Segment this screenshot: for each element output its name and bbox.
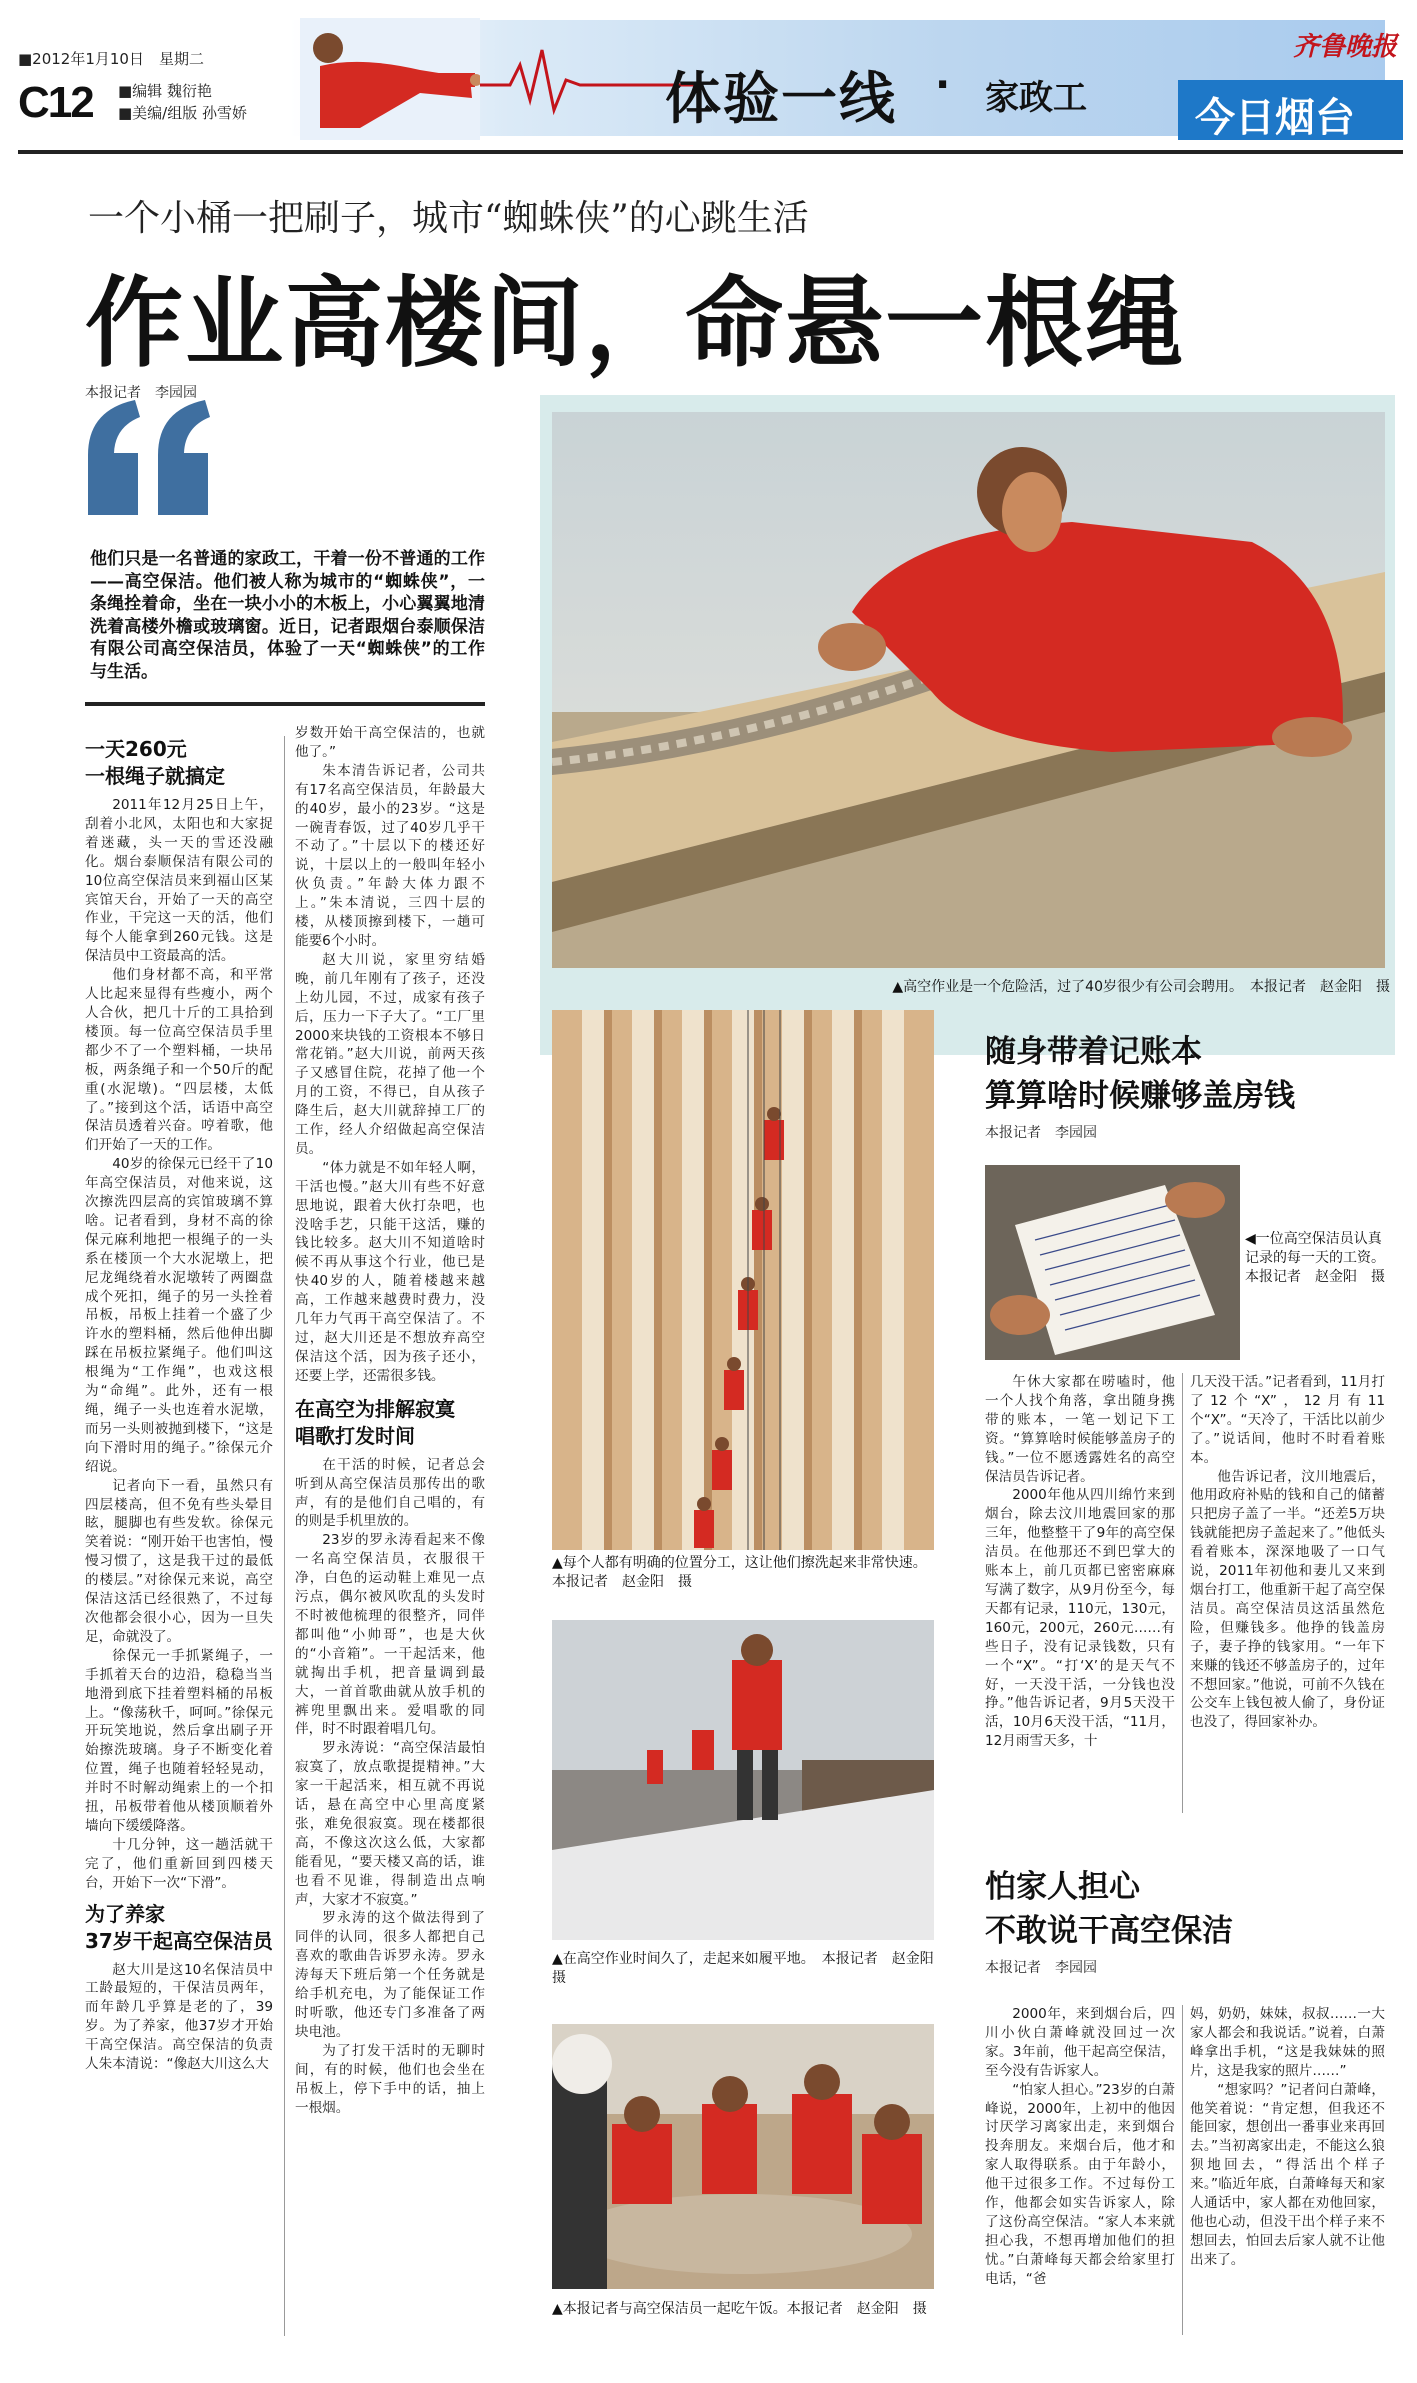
section-subtitle: 家政工 bbox=[985, 78, 1087, 118]
article-lead: 他们只是一名普通的家政工，干着一份不普通的工作——高空保洁。他们被人称为城市的“蜘蛛侠”，一条绳拴着命，坐在一块小小的木板上，小心翼翼地清洗着高楼外檐或玻璃窗。近日，记者跟烟台泰顺保洁有限公司高空保洁员，体验了一天“蜘蛛侠”的工作与生活。 bbox=[90, 549, 485, 682]
section1-heading-line2: 一根绳子就搞定 bbox=[85, 764, 225, 788]
paragraph: 记者向下一看，虽然只有四层楼高，但不免有些头晕目眩，腿脚也有些发软。徐保元笑着说：“刚开始干也害怕，慢慢习惯了，这是我干过的最低的楼层。”对徐保元来说，高空保洁这活已经很熟了，不过每次他都会很小心，因为一旦失足，命就没了。 bbox=[85, 1477, 273, 1645]
editor-name: ■编辑 魏衍艳 bbox=[118, 82, 212, 100]
photo5-caption: ◀一位高空保洁员认真记录的每一天的工资。本报记者 赵金阳 摄 bbox=[1245, 1231, 1385, 1285]
sidebar2-heading-line1: 怕家人担心 bbox=[985, 1869, 1140, 1905]
paper-logo: 齐鲁晚报 bbox=[1293, 32, 1398, 62]
photo-lunch-together bbox=[552, 2024, 934, 2289]
paragraph: 十几分钟，这一趟活就干完了，他们重新回到四楼天台，开始下一次“下滑”。 bbox=[85, 1836, 273, 1891]
paragraph: 午休大家都在唠嗑时，他一个人找个角落，拿出随身携带的账本，一笔一划记下工资。“算算啥时候能够盖房子的钱。”一位不愿透露姓名的高空保洁员告诉记者。 bbox=[985, 1374, 1175, 1485]
paragraph: 2000年他从四川绵竹来到烟台，除去汶川地震回家的那三年，他整整干了9年的高空保洁员。在他那还不到巴掌大的账本上，前几页都已密密麻麻写满了数字，从9月份至今，每天都有记录，110元，130元，160元，200元，260元……有些日子，没有记录钱数，只有一个“X”。“打‘X’的是天气不好，一天没干活，一分钱也没挣。”他告诉记者，9月5天没干活，10月6天没干活，“11月，12月雨雪天多，十 bbox=[985, 1487, 1175, 1750]
sidebar1-divider bbox=[1182, 1373, 1183, 1813]
paragraph: 赵大川是这10名保洁员中工龄最短的，干保洁员两年，而年龄几乎算是老的了，39岁。为了养家，他37岁才开始干高空保洁。高空保洁的负责人朱本清说：“像赵大川这么大 bbox=[85, 1961, 273, 2073]
paragraph: 赵大川说，家里穷结婚晚，前几年刚有了孩子，还没上幼儿园，不过，成家有孩子后，压力一下子大了。“工厂里2000来块钱的工资根本不够日常花销。”赵大川说，前两天孩子又感冒住院，花掉了他一个月的工资，不得已，自从孩子降生后，赵大川就辞掉工厂的工作，经人介绍做起高空保洁员。 bbox=[295, 951, 485, 1157]
sidebar2-divider bbox=[1182, 2005, 1183, 2335]
photo2-caption: ▲每个人都有明确的位置分工，这让他们擦洗起来非常快速。 本报记者 赵金阳 摄 bbox=[552, 1555, 934, 1590]
column-1-tail bbox=[85, 1961, 273, 2074]
article-byline: 本报记者 李园园 bbox=[85, 385, 197, 401]
paragraph: 40岁的徐保元已经干了10年高空保洁员，对他来说，这次擦洗四层高的宾馆玻璃不算啥。记者看到，身材不高的徐保元麻利地把一根绳子的一头系在楼顶一个大水泥墩上，把尼龙绳绕着水泥墩转了两圈盘成个死扣，绳子的另一头拴着吊板，吊板上挂着一个盛了少许水的塑料桶，然后他伸出脚踩在吊板拉紧绳子。他们叫这根绳为“工作绳”，也戏这根为“命绳”。此外，还有一根绳，绳子一头也连着水泥墩，而另一头则被抛到楼下，“这是向下滑时用的绳子。”徐保元介绍说。 bbox=[85, 1156, 273, 1475]
column-1 bbox=[85, 736, 273, 2074]
sidebar1-header bbox=[985, 1030, 1385, 1142]
section3-heading-line1: 在高空为排解寂寞 bbox=[295, 1396, 455, 1421]
paragraph: 朱本清告诉记者，公司共有17名高空保洁员，年龄最大的40岁，最小的23岁。“这是一碗青春饭，过了40岁几乎干不动了。”十层以下的楼还好说，十层以上的一般叫年轻小伙负责。”年龄大体力跟不上。”朱本清说，三四十层的楼，从楼顶擦到楼下，一趟可能要6个小时。 bbox=[295, 762, 485, 949]
photo-worker-on-ledge bbox=[552, 412, 1385, 968]
paragraph: 徐保元一手抓紧绳子，一手抓着天台的边沿，稳稳当当地滑到底下挂着塑料桶的吊板上。“像荡秋千，呵呵。”徐保元开玩笑地说，然后拿出刷子开始擦洗玻璃。身子不断变化着位置，绳子也随着轻轻晃动，并时不时解动绳索上的一个扣扭，吊板带着他从楼顶顺着外墙向下缓缓降落。 bbox=[85, 1647, 273, 1834]
editor-credits bbox=[118, 80, 247, 124]
paragraph: 罗永涛的这个做法得到了同伴的认同，很多人都把自己喜欢的歌曲告诉罗永涛。罗永涛每天下班后第一个任务就是给手机充电，为了能保证工作时听歌，他还专门多准备了两块电池。 bbox=[295, 1910, 485, 2040]
designer-name: ■美编/组版 孙雪娇 bbox=[118, 104, 247, 122]
sidebar1-col-b bbox=[1190, 1373, 1385, 1732]
issue-date: ■2012年1月10日 星期二 bbox=[18, 50, 204, 68]
sidebar2-header bbox=[985, 1865, 1385, 1977]
sidebar1-heading-line1: 随身带着记账本 bbox=[985, 1034, 1202, 1070]
section3-heading-line2: 唱歌打发时间 bbox=[295, 1423, 415, 1448]
paragraph: 他们身材都不高，和平常人比起来显得有些瘦小，两个人合伙，把几十斤的工具拾到楼顶。每一位高空保洁员手里都少不了一个塑料桶，一块吊板，两条绳子和一个50斤的配重(水泥墩)。“四层楼，太低了。”接到这个活，话语中高空保洁员透着兴奋。哼着歌，他们开始了一天的工作。 bbox=[85, 967, 273, 1154]
paragraph: 几天没干活。”记者看到，11月打了12个“X”，12月有11个“X”。“天冷了，干活比以前少了。”说话间，他时不时看着账本。 bbox=[1190, 1374, 1385, 1466]
article-headline: 作业高楼间，命悬一根绳 bbox=[85, 267, 1186, 381]
column-divider bbox=[284, 736, 285, 2336]
paragraph: 岁数开始干高空保洁的，也就他了。” bbox=[295, 725, 485, 760]
sidebar2-col-a bbox=[985, 2005, 1175, 2289]
header-rule bbox=[18, 150, 1403, 154]
section-title: 体验一线 bbox=[665, 67, 897, 132]
photo-rooftop-walk bbox=[552, 1620, 934, 1940]
column-2 bbox=[295, 724, 485, 2117]
paragraph: 妈，奶奶，妹妹，叔叔……一大家人都会和我说话。”说着，白萧峰拿出手机，“这是我妹妹的照片，这是我家的照片……” bbox=[1190, 2006, 1385, 2079]
column-1-body bbox=[85, 796, 273, 1893]
photo3-caption: ▲在高空作业时间久了，走起来如履平地。 本报记者 赵金阳 摄 bbox=[552, 1951, 948, 1986]
sidebar2-col-b bbox=[1190, 2005, 1385, 2270]
quote-mark-icon bbox=[80, 395, 220, 525]
paragraph: 23岁的罗永涛看起来不像一名高空保洁员，衣服很干净，白色的运动鞋上难见一点污点，偶尔被风吹乱的头发时不时被他梳理的很整齐，同伴都叫他“小帅哥”，也是大伙的“小音箱”。一干起活来，他就掏出手机，把音量调到最大，一首首歌曲就从放手机的裤兜里飘出来。爱唱歌的同伴，时不时跟着唱几句。 bbox=[295, 1532, 485, 1738]
sidebar1-col-a bbox=[985, 1373, 1175, 1751]
sidebar2-heading-line2: 不敢说干高空保洁 bbox=[985, 1913, 1233, 1949]
lead-rule bbox=[85, 702, 485, 706]
paragraph: 在干活的时候，记者总会听到从高空保洁员那传出的歌声，有的是他们自己唱的，有的则是手机里放的。 bbox=[295, 1456, 485, 1530]
photo-account-book bbox=[985, 1165, 1240, 1360]
paragraph: “怕家人担心。”23岁的白萧峰说，2000年，上初中的他因讨厌学习离家出走，来到烟台投奔朋友。来烟台后，他才和家人取得联系。由于年龄小，他干过很多工作。不过每份工作，他都会如实告诉家人，除了这份高空保洁。“家人本来就担心我，不想再增加他们的担忧。”白萧峰每天都会给家里打电话，“爸 bbox=[985, 2081, 1175, 2287]
section2-heading-line2: 37岁干起高空保洁员 bbox=[85, 1928, 273, 1953]
paragraph: 2000年，来到烟台后，四川小伙白萧峰就没回过一次家。3年前，他干起高空保洁，至今没有告诉家人。 bbox=[985, 2006, 1175, 2079]
column-2-body-a bbox=[295, 724, 485, 1386]
sidebar1-heading-line2: 算算啥时候赚够盖房钱 bbox=[985, 1078, 1295, 1114]
page-number: C12 bbox=[18, 78, 93, 127]
photo-facade-cleaners bbox=[552, 1010, 934, 1550]
section2-heading-line1: 为了养家 bbox=[85, 1901, 165, 1926]
city-edition: 今日烟台 bbox=[1195, 95, 1355, 141]
photo1-caption: ▲高空作业是一个危险活，过了40岁很少有公司会聘用。 本报记者 赵金阳 摄 bbox=[892, 979, 1390, 995]
sidebar2-byline: 本报记者 李园园 bbox=[985, 1960, 1097, 1976]
paragraph: “想家吗？”记者问白萧峰，他笑着说：“肯定想，但我还不能回家，想创出一番事业来再回去。”当初离家出走，不能这么狼狈地回去，“得活出个样子来。”临近年底，白萧峰每天和家人通话中，家人都在劝他回家，他也心动，但没干出个样子来不想回去，怕回去后家人就不让他出来了。 bbox=[1190, 2081, 1385, 2268]
column-2-body-b bbox=[295, 1456, 485, 2118]
paragraph: “体力就是不如年轻人啊，干活也慢。”赵大川有些不好意思地说，跟着大伙打杂吧，也没啥手艺，只能干这活，赚的钱比较多。赵大川不知道啥时候不再从事这个行业，他已是快40岁的人，随着楼越来越高，工作越来越费时费力，没几年力气再干高空保洁了。不过，赵大川还是不想放弃高空保洁这个活，因为孩子还小，还要上学，还需很多钱。 bbox=[295, 1159, 485, 1384]
photo4-caption: ▲本报记者与高空保洁员一起吃午饭。本报记者 赵金阳 摄 bbox=[552, 2301, 927, 2317]
paragraph: 为了打发干活时的无聊时间，有的时候，他们也会坐在吊板上，停下手中的话，抽上一根烟。 bbox=[295, 2042, 485, 2116]
article-kicker: 一个小桶一把刷子，城市“蜘蛛侠”的心跳生活 bbox=[88, 198, 809, 239]
section-dot: · bbox=[935, 62, 951, 108]
paragraph: 2011年12月25日上午，刮着小北风，太阳也和大家捉着迷藏，头一天的雪还没融化。烟台泰顺保洁有限公司的10位高空保洁员来到福山区某宾馆天台，开始了一天的高空作业，干完这一天的活，他们每个人能拿到260元钱。这是保洁员中工资最高的活。 bbox=[85, 797, 273, 965]
sidebar1-byline: 本报记者 李园园 bbox=[985, 1125, 1097, 1141]
paragraph: 他告诉记者，汶川地震后，他用政府补贴的钱和自己的储蓄只把房子盖了一半。“还差5万块钱就能把房子盖起来了。”他低头看着账本，深深地吸了一口气说，2011年初他和妻儿又来到烟台打工，他重新干起了高空保洁员。高空保洁员这活虽然危险，但赚钱多。他挣的钱盖房子，妻子挣的钱家用。“一年下来赚的钱还不够盖房子的，过年不想回家。”他说，可前不久钱在公交车上钱包被人偷了，身份证也没了，得回家补办。 bbox=[1190, 1468, 1385, 1731]
section1-heading-line1: 一天260元 bbox=[85, 737, 187, 761]
paragraph: 罗永涛说：“高空保洁最怕寂寞了，放点歌提提精神。”大家一干起活来，相互就不再说话，悬在高空中心里高度紧张，难免很寂寞。现在楼都很高，不像这次这么低，大家都能看见，“要天楼又高的话，谁也看不见谁，得制造出点响声，大家才不寂寞。” bbox=[295, 1740, 485, 1908]
header-worker-illustration bbox=[300, 18, 480, 140]
